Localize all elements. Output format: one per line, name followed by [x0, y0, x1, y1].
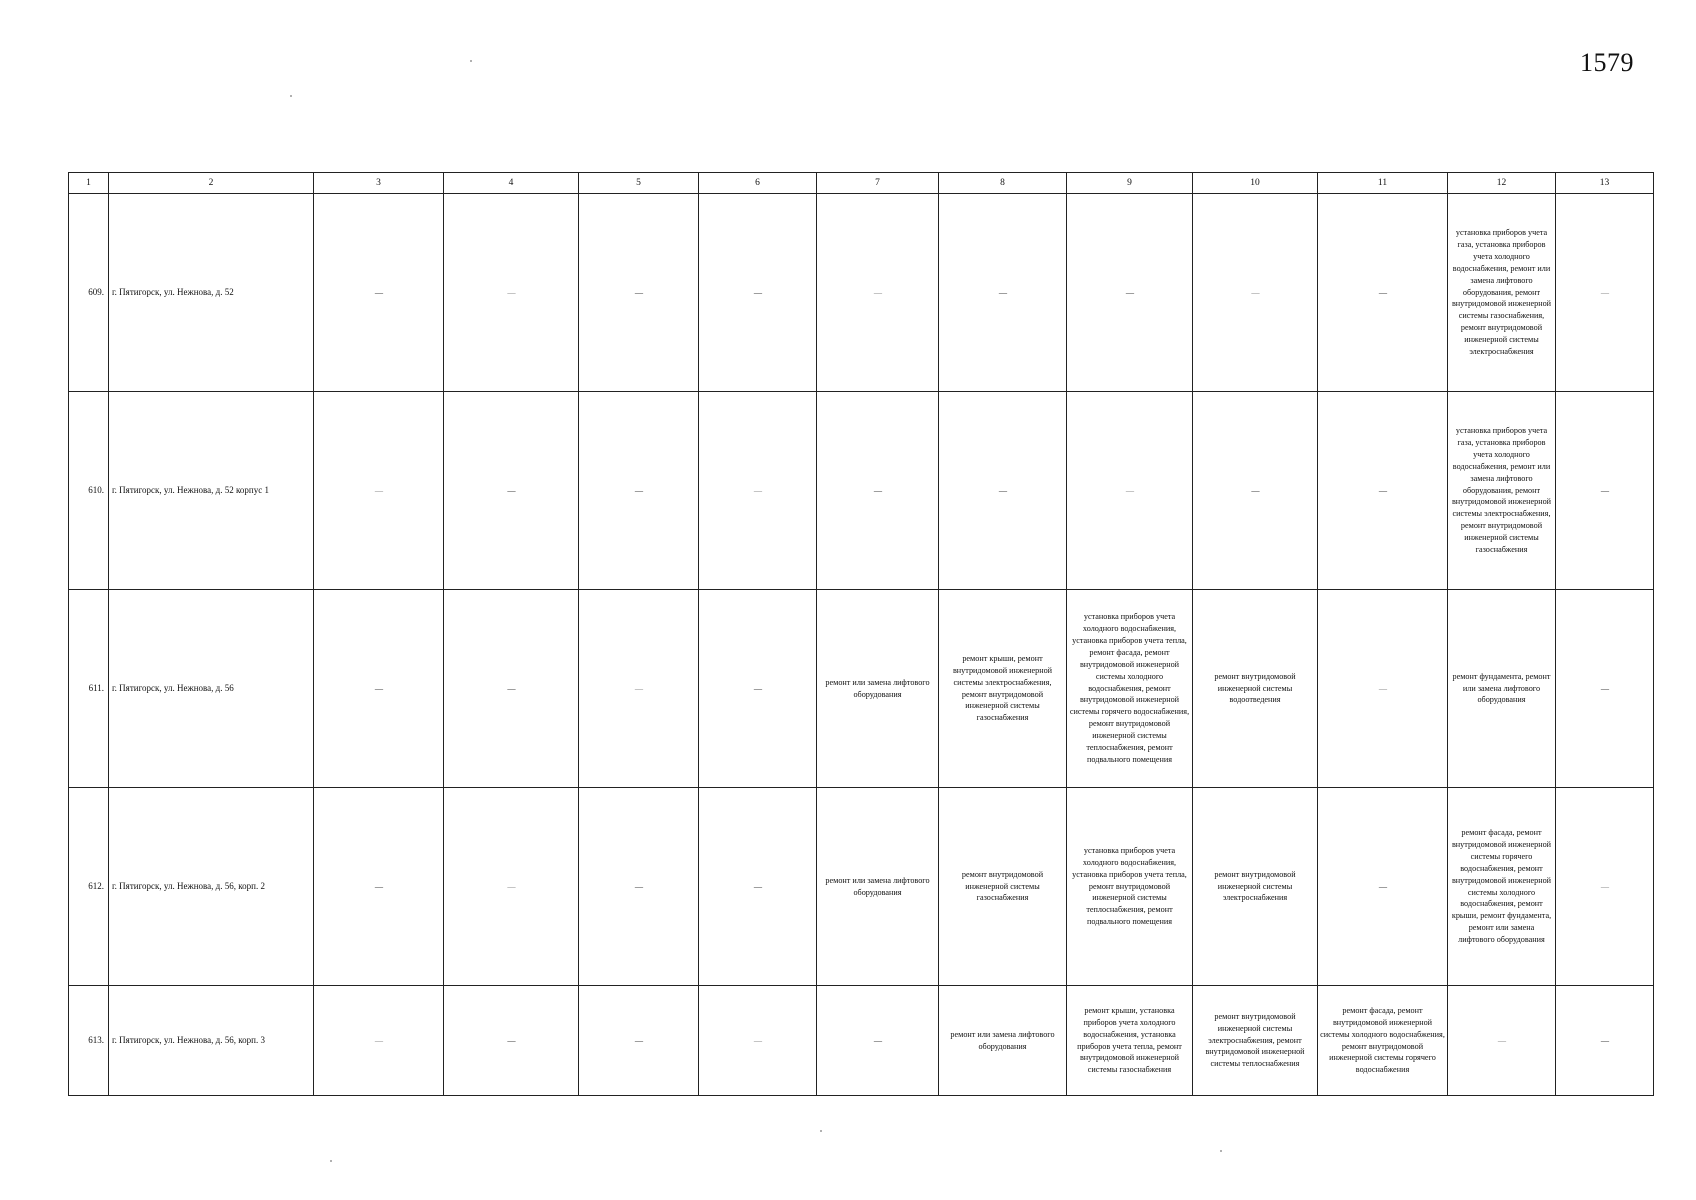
empty-dash-cell: — — [579, 788, 699, 986]
empty-dash-cell: — — [1556, 788, 1654, 986]
address-cell: г. Пятигорск, ул. Нежнова, д. 56, корп. 3 — [109, 986, 314, 1096]
table-row — [69, 590, 1654, 788]
scan-speck — [470, 60, 472, 62]
table-body — [69, 194, 1654, 1096]
empty-dash-cell: — — [579, 194, 699, 392]
empty-dash-cell: — — [314, 986, 444, 1096]
empty-dash-cell: — — [699, 788, 817, 986]
empty-dash-cell: — — [1556, 986, 1654, 1096]
column-number-row — [69, 173, 1654, 194]
table-row — [69, 194, 1654, 392]
work-description-cell: ремонт крыши, ремонт внутридомовой инженерной системы электроснабжения, ремонт внутридомовой инженерной системы газоснабжения — [939, 590, 1067, 788]
row-number: 609. — [69, 194, 109, 392]
empty-dash-cell: — — [444, 590, 579, 788]
work-description-cell: ремонт внутридомовой инженерной системы водоотведения — [1193, 590, 1318, 788]
empty-dash-cell: — — [1448, 986, 1556, 1096]
work-description-cell: ремонт фасада, ремонт внутридомовой инженерной системы холодного водоснабжения, ремонт внутридомовой инженерной системы горячего водоснабжения — [1318, 986, 1448, 1096]
empty-dash-cell: — — [939, 194, 1067, 392]
empty-dash-cell: — — [1556, 194, 1654, 392]
empty-dash-cell: — — [314, 788, 444, 986]
work-description-cell: установка приборов учета газа, установка приборов учета холодного водоснабжения, ремонт или замена лифтового оборудования, ремонт внутридомовой инженерной системы электроснабжения, ремонт внутридомовой инженерной системы газоснабжения — [1448, 392, 1556, 590]
work-description-cell: установка приборов учета холодного водоснабжения, установка приборов учета тепла, ремонт внутридомовой инженерной системы теплоснабжения, ремонт подвального помещения — [1067, 788, 1193, 986]
empty-dash-cell: — — [939, 392, 1067, 590]
empty-dash-cell: — — [699, 392, 817, 590]
scan-speck — [1220, 1150, 1222, 1152]
empty-dash-cell: — — [444, 392, 579, 590]
empty-dash-cell: — — [444, 788, 579, 986]
column-header: 8 — [939, 173, 1067, 194]
empty-dash-cell: — — [1193, 392, 1318, 590]
empty-dash-cell: — — [314, 194, 444, 392]
page-number: 1579 — [1580, 48, 1634, 77]
work-description-cell: ремонт или замена лифтового оборудования — [817, 788, 939, 986]
column-header: 3 — [314, 173, 444, 194]
work-description-cell: ремонт внутридомовой инженерной системы газоснабжения — [939, 788, 1067, 986]
column-header: 9 — [1067, 173, 1193, 194]
empty-dash-cell: — — [699, 194, 817, 392]
empty-dash-cell: — — [817, 194, 939, 392]
empty-dash-cell: — — [1193, 194, 1318, 392]
work-description-cell: ремонт или замена лифтового оборудования — [939, 986, 1067, 1096]
empty-dash-cell: — — [579, 392, 699, 590]
row-number: 613. — [69, 986, 109, 1096]
table-row — [69, 788, 1654, 986]
row-number: 611. — [69, 590, 109, 788]
column-header: 7 — [817, 173, 939, 194]
scan-speck — [330, 1160, 332, 1162]
empty-dash-cell: — — [579, 590, 699, 788]
empty-dash-cell: — — [1318, 194, 1448, 392]
row-number: 610. — [69, 392, 109, 590]
table-row — [69, 392, 1654, 590]
empty-dash-cell: — — [579, 986, 699, 1096]
column-header: 5 — [579, 173, 699, 194]
work-description-cell: установка приборов учета газа, установка приборов учета холодного водоснабжения, ремонт или замена лифтового оборудования, ремонт внутридомовой инженерной системы газоснабжения, ремонт внутридомовой инженерной системы электроснабжения — [1448, 194, 1556, 392]
work-description-cell: ремонт крыши, установка приборов учета холодного водоснабжения, установка приборов учета тепла, ремонт внутридомовой инженерной системы газоснабжения — [1067, 986, 1193, 1096]
scan-speck — [820, 1130, 822, 1132]
table-row — [69, 986, 1654, 1096]
column-header: 12 — [1448, 173, 1556, 194]
column-header: 4 — [444, 173, 579, 194]
address-cell: г. Пятигорск, ул. Нежнова, д. 52 корпус 1 — [109, 392, 314, 590]
empty-dash-cell: — — [817, 392, 939, 590]
repair-schedule-table — [68, 172, 1654, 1096]
address-cell: г. Пятигорск, ул. Нежнова, д. 52 — [109, 194, 314, 392]
column-header: 6 — [699, 173, 817, 194]
column-header: 2 — [109, 173, 314, 194]
address-cell: г. Пятигорск, ул. Нежнова, д. 56, корп. 2 — [109, 788, 314, 986]
empty-dash-cell: — — [1556, 590, 1654, 788]
row-number: 612. — [69, 788, 109, 986]
empty-dash-cell: — — [817, 986, 939, 1096]
empty-dash-cell: — — [1318, 590, 1448, 788]
work-description-cell: установка приборов учета холодного водоснабжения, установка приборов учета тепла, ремонт фасада, ремонт внутридомовой инженерной системы холодного водоснабжения, ремонт внутридомовой инженерной системы горячего водоснабжения, ремонт внутридомовой инженерной системы теплоснабжения, ремонт подвального помещения — [1067, 590, 1193, 788]
empty-dash-cell: — — [1067, 392, 1193, 590]
empty-dash-cell: — — [444, 194, 579, 392]
column-header: 13 — [1556, 173, 1654, 194]
scan-speck — [290, 95, 292, 97]
work-description-cell: ремонт фундамента, ремонт или замена лифтового оборудования — [1448, 590, 1556, 788]
empty-dash-cell: — — [699, 986, 817, 1096]
work-description-cell: ремонт внутридомовой инженерной системы электроснабжения — [1193, 788, 1318, 986]
work-description-cell: ремонт фасада, ремонт внутридомовой инженерной системы горячего водоснабжения, ремонт внутридомовой инженерной системы холодного водоснабжения, ремонт крыши, ремонт фундамента, ремонт или замена лифтового оборудования — [1448, 788, 1556, 986]
address-cell: г. Пятигорск, ул. Нежнова, д. 56 — [109, 590, 314, 788]
empty-dash-cell: — — [699, 590, 817, 788]
empty-dash-cell: — — [1556, 392, 1654, 590]
empty-dash-cell: — — [1318, 392, 1448, 590]
column-header: 10 — [1193, 173, 1318, 194]
empty-dash-cell: — — [1067, 194, 1193, 392]
column-header: 11 — [1318, 173, 1448, 194]
empty-dash-cell: — — [444, 986, 579, 1096]
empty-dash-cell: — — [1318, 788, 1448, 986]
empty-dash-cell: — — [314, 392, 444, 590]
column-header: 1 — [69, 173, 109, 194]
work-description-cell: ремонт или замена лифтового оборудования — [817, 590, 939, 788]
work-description-cell: ремонт внутридомовой инженерной системы электроснабжения, ремонт внутридомовой инженерной системы теплоснабжения — [1193, 986, 1318, 1096]
empty-dash-cell: — — [314, 590, 444, 788]
